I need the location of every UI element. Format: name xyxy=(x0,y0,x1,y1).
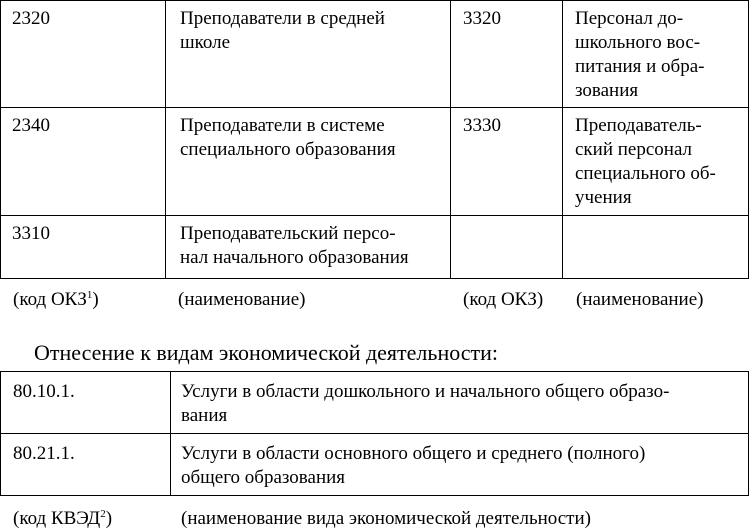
okz-name-caption: (наименование) xyxy=(576,289,704,310)
okz-code-caption: (код ОКЗ) xyxy=(463,289,544,310)
okz-name-cell: Преподаватель- ский персонал специального об- учения xyxy=(563,108,749,216)
table-row xyxy=(1,216,749,279)
okz-name-cell: Персонал до- школьного вос- питания и обра- зования xyxy=(563,1,749,108)
footnote-marker: 2 xyxy=(100,508,106,520)
kved-name-cell: Услуги в области дошкольного и начального общего образо- вания xyxy=(171,372,749,434)
kved-code-caption: (код КВЭД$^2$) xyxy=(13,508,113,529)
kved-code-cell: 80.10.1. xyxy=(1,372,171,434)
table-row xyxy=(1,434,749,496)
okz-code-cell: 3320 xyxy=(451,1,563,108)
okz-name-cell: Преподавательский персо- нал начального образования xyxy=(166,216,451,279)
section-heading: Отнесение к видам экономической деятельности: xyxy=(34,340,499,365)
okz-name-cell xyxy=(563,216,749,279)
table-row xyxy=(1,372,749,434)
okz-code-cell: 3330 xyxy=(451,108,563,216)
table-row xyxy=(1,108,749,216)
footnote-marker: 1 xyxy=(86,289,93,301)
okz-code-caption: (код ОКЗ$^1$) xyxy=(13,289,99,310)
kved-name-caption: (наименование вида экономической деятельности) xyxy=(181,508,591,529)
okz-name-cell: Преподаватели в системе специального образования xyxy=(166,108,451,216)
kved-name-cell: Услуги в области основного общего и среднего (полного) общего образования xyxy=(171,434,749,496)
okz-code-cell: 3310 xyxy=(1,216,166,279)
okz-code-cell: 2340 xyxy=(1,108,166,216)
okz-code-cell: 2320 xyxy=(1,1,166,108)
kved-table xyxy=(0,371,749,496)
okz-name-caption: (наименование) xyxy=(178,289,306,310)
kved-code-cell: 80.21.1. xyxy=(1,434,171,496)
okz-code-cell xyxy=(451,216,563,279)
okz-name-cell: Преподаватели в средней школе xyxy=(166,1,451,108)
table-row xyxy=(1,1,749,108)
